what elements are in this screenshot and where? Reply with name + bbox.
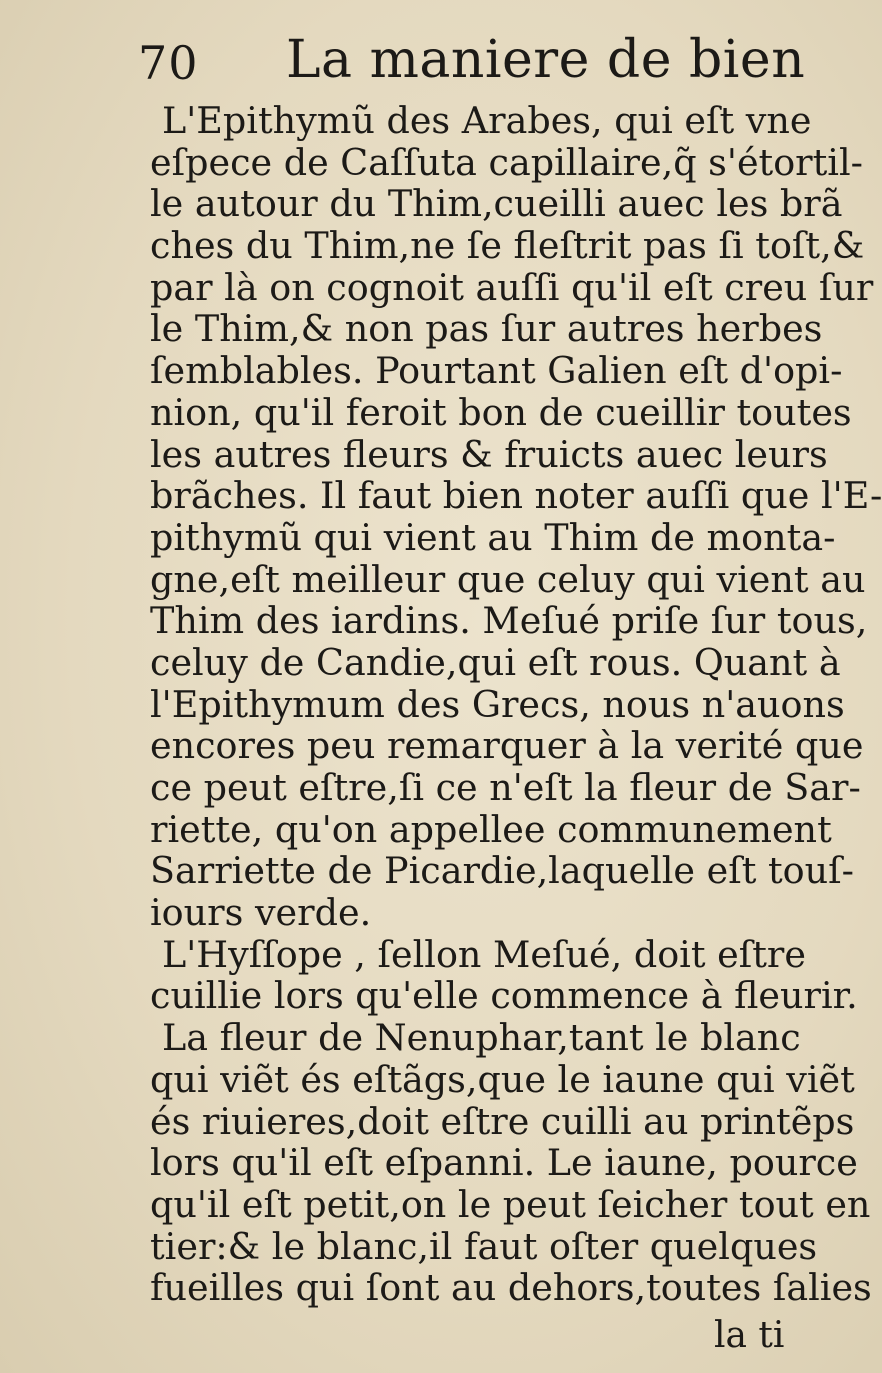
text-line: tier:& le blanc,il faut oſter quelques [150,1224,818,1268]
text-line: le Thim,& non pas ſur autres herbes [150,307,823,351]
text-line: fueilles qui ſont au dehors,toutes ſalies [150,1266,872,1310]
text-line: L'Epithymũ des Arabes, qui eſt vne [162,99,812,142]
text-line: pithymũ qui vient au Thim de monta- [150,515,836,559]
text-line: l'Epithymum des Grecs, nous n'auons [150,682,845,726]
body-text [150,99,882,1310]
page-number: 70 [138,36,199,90]
text-line: qu'il eſt petit,on le peut ſeicher tout en [150,1182,871,1226]
running-title: La maniere de bien [286,30,806,90]
text-line: ſemblables. Pourtant Galien eſt d'opi- [150,349,843,393]
text-line: cuillie lors qu'elle commence à fleurir. [150,974,858,1018]
text-line: La fleur de Nenuphar,tant le blanc [162,1016,801,1060]
text-line: brãches. Il faut bien noter auſſi que l'E- [150,474,882,518]
text-line: ches du Thim,ne ſe fleſtrit pas ſi toſt,& [150,224,865,268]
text-line: iours verde. [150,891,372,935]
text-line: par là on cognoit auſſi qu'il eſt creu ſur [150,265,874,309]
text-line: les autres fleurs & fruicts auec leurs [150,432,828,476]
text-line: L'Hyſſope , ſellon Meſué, doit eſtre [162,932,806,976]
text-line: lors qu'il eſt eſpanni. Le iaune, pource [150,1141,858,1185]
text-line: és riuieres,doit eſtre cuilli au printẽps [150,1099,855,1143]
text-line: celuy de Candie,qui eſt rous. Quant à [150,640,841,684]
text-line: le autour du Thim,cueilli auec les brã [150,182,843,226]
text-line: ce peut eſtre,ſi ce n'eſt la fleur de Sar- [150,766,861,809]
text-line: Sarriette de Picardie,laquelle eſt touſ- [150,849,854,893]
text-line: nion, qu'il feroit bon de cueillir toutes [150,390,852,434]
text-line: riette, qu'on appellee communement [150,807,832,851]
page-header [138,28,806,94]
text-line: eſpece de Caſſuta capillaire,q̃ s'étortil- [150,140,863,184]
catchword: la ti [714,1315,785,1356]
text-line: Thim des iardins. Meſué priſe ſur tous, [150,599,868,643]
text-line: qui viẽt és eſtãgs,que le iaune qui viẽt [150,1057,855,1101]
text-line: gne,eſt meilleur que celuy qui vient au [150,557,866,601]
text-line: encores peu remarquer à la verité que [150,724,864,768]
